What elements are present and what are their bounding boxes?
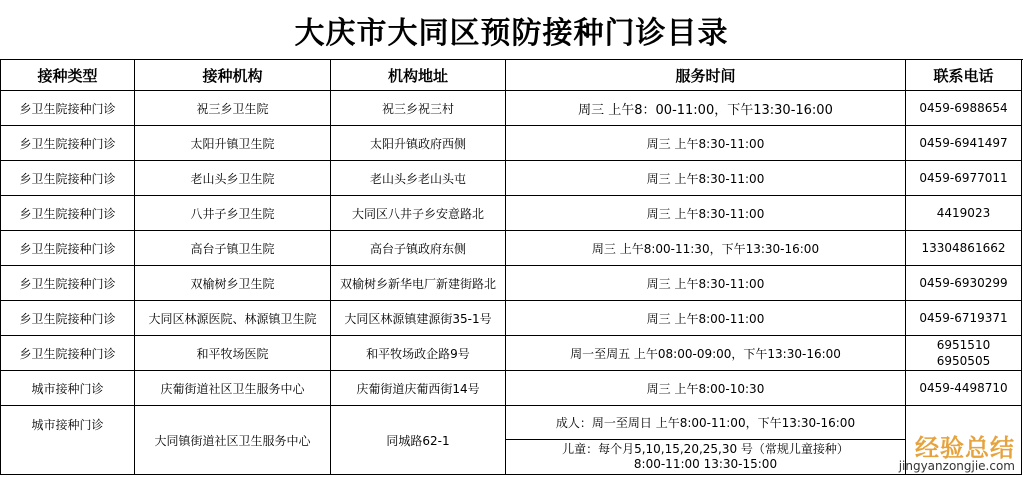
cell-time: 周一至周五 上午08:00-09:00，下午13:30-16:00 <box>506 336 906 371</box>
cell-type: 乡卫生院接种门诊 <box>1 231 135 266</box>
cell-type: 乡卫生院接种门诊 <box>1 301 135 336</box>
cell-org: 双榆树乡卫生院 <box>135 266 331 301</box>
header-row <box>1 60 1022 91</box>
time-child-line2: 8:00-11:00 13:30-15:00 <box>633 457 778 471</box>
cell-time: 周三 上午8:00-11:30，下午13:30-16:00 <box>506 231 906 266</box>
cell-org: 大同区林源医院、林源镇卫生院 <box>135 301 331 336</box>
cell-phone: 0459-4498710 <box>906 371 1022 406</box>
cell-phone: 13304861662 <box>906 231 1022 266</box>
watermark-logo <box>899 428 1015 463</box>
cell-type: 乡卫生院接种门诊 <box>1 126 135 161</box>
cell-address: 祝三乡祝三村 <box>331 91 506 126</box>
cell-type: 乡卫生院接种门诊 <box>1 196 135 231</box>
cell-type: 乡卫生院接种门诊 <box>1 161 135 196</box>
page-title: 大庆市大同区预防接种门诊目录 <box>0 0 1023 60</box>
table-row <box>1 126 1022 161</box>
watermark-url: jingyanzongjie.com <box>898 459 1015 473</box>
table-row <box>1 161 1022 196</box>
time-child <box>506 440 905 474</box>
cell-phone: 0459-6719371 <box>906 301 1022 336</box>
cell-address: 太阳升镇政府西侧 <box>331 126 506 161</box>
cell-phone: 0459-6977011 <box>906 161 1022 196</box>
cell-org: 老山头乡卫生院 <box>135 161 331 196</box>
table-row <box>1 301 1022 336</box>
cell-address: 双榆树乡新华电厂新建街路北 <box>331 266 506 301</box>
header-address: 机构地址 <box>331 60 506 91</box>
cell-org: 八井子乡卫生院 <box>135 196 331 231</box>
cell-org: 和平牧场医院 <box>135 336 331 371</box>
table-row <box>1 371 1022 406</box>
cell-phone: 4419023 <box>906 196 1022 231</box>
header-org: 接种机构 <box>135 60 331 91</box>
header-time: 服务时间 <box>506 60 906 91</box>
cell-time: 周三 上午8:00-10:30 <box>506 371 906 406</box>
cell-time: 周三 上午8:30-11:00 <box>506 266 906 301</box>
cell-address: 同城路62-1 <box>331 406 506 475</box>
cell-phone: 0459-6941497 <box>906 126 1022 161</box>
cell-type: 城市接种门诊 <box>1 406 135 475</box>
cell-org: 高台子镇卫生院 <box>135 231 331 266</box>
phone-line: 6950505 <box>936 354 991 368</box>
phone-line: 6951510 <box>936 338 991 352</box>
table-row <box>1 91 1022 126</box>
cell-address: 高台子镇政府东侧 <box>331 231 506 266</box>
cell-phone: 0459-6988654 <box>906 91 1022 126</box>
cell-time: 周三 上午8:30-11:00 <box>506 126 906 161</box>
cell-address: 庆葡街道庆葡西街14号 <box>331 371 506 406</box>
cell-org: 大同镇街道社区卫生服务中心 <box>135 406 331 475</box>
table-row-last <box>1 406 1022 475</box>
cell-address: 老山头乡老山头屯 <box>331 161 506 196</box>
time-child-line1: 儿童：每个月5,10,15,20,25,30 号（常规儿童接种） <box>562 442 849 456</box>
cell-address: 大同区林源镇建源街35-1号 <box>331 301 506 336</box>
cell-type: 乡卫生院接种门诊 <box>1 336 135 371</box>
cell-time: 周三 上午8:30-11:00 <box>506 161 906 196</box>
watermark-cn-2: 总结 <box>965 434 1015 462</box>
cell-time: 周三 上午8:30-11:00 <box>506 196 906 231</box>
cell-phone <box>906 336 1022 371</box>
cell-type: 乡卫生院接种门诊 <box>1 91 135 126</box>
cell-type: 乡卫生院接种门诊 <box>1 266 135 301</box>
cell-org: 太阳升镇卫生院 <box>135 126 331 161</box>
table-row <box>1 336 1022 371</box>
clinic-table <box>0 59 1022 475</box>
cell-type: 城市接种门诊 <box>1 371 135 406</box>
watermark <box>899 428 1015 473</box>
cell-time: 周三 上午8:00-11:00 <box>506 301 906 336</box>
cell-address: 和平牧场政企路9号 <box>331 336 506 371</box>
table-row <box>1 266 1022 301</box>
time-adult: 成人：周一至周日 上午8:00-11:00，下午13:30-16:00 <box>506 406 905 440</box>
cell-time <box>506 406 906 475</box>
cell-address: 大同区八井子乡安意路北 <box>331 196 506 231</box>
cell-time: 周三 上午8：00-11:00，下午13:30-16:00 <box>506 91 906 126</box>
cell-phone: 0459-6930299 <box>906 266 1022 301</box>
watermark-cn-1: 经验 <box>915 434 965 462</box>
header-type: 接种类型 <box>1 60 135 91</box>
header-phone: 联系电话 <box>906 60 1022 91</box>
table-row <box>1 196 1022 231</box>
table-row <box>1 231 1022 266</box>
cell-org: 祝三乡卫生院 <box>135 91 331 126</box>
cell-org: 庆葡街道社区卫生服务中心 <box>135 371 331 406</box>
